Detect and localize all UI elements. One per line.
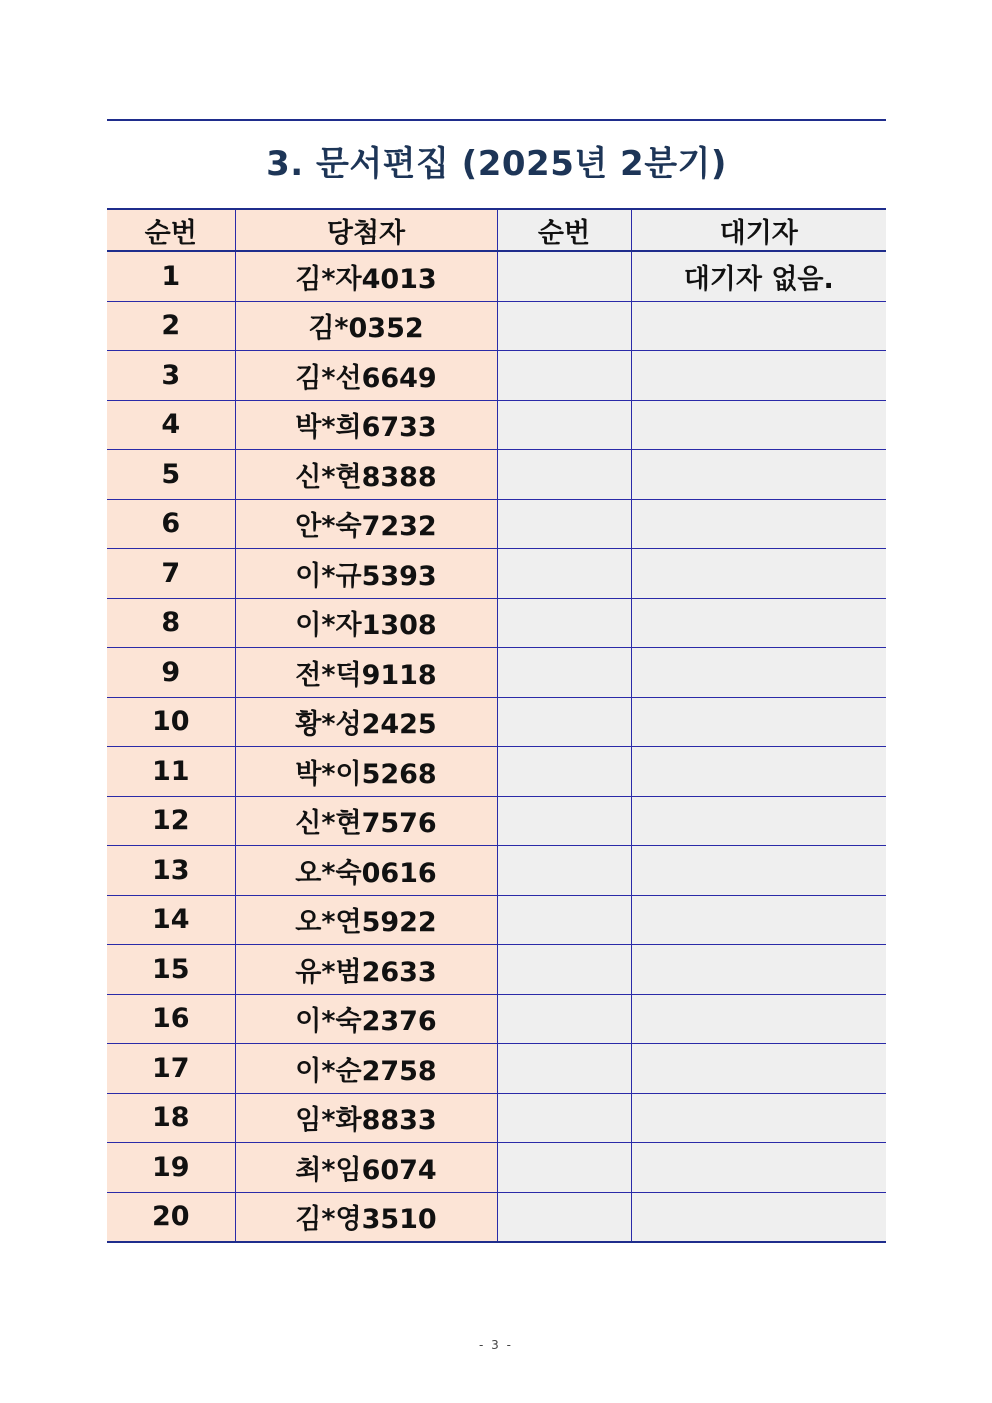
waitlist-no-cell: [497, 1044, 631, 1094]
table-row: [107, 301, 886, 351]
waitlist-no-cell: [497, 945, 631, 995]
winner-no-cell: 15: [107, 945, 235, 995]
header-waitlist-name: 대기자: [631, 209, 886, 251]
waitlist-no-cell: [497, 1143, 631, 1193]
winner-no-cell: 10: [107, 697, 235, 747]
winner-name-cell: 김*0352: [235, 301, 497, 351]
winners-table: [107, 208, 886, 1243]
winner-no-cell: 3: [107, 351, 235, 401]
winner-no-cell: 2: [107, 301, 235, 351]
winner-no-cell: 1: [107, 251, 235, 301]
winner-no-cell: 18: [107, 1093, 235, 1143]
waitlist-name-cell: [631, 549, 886, 599]
winner-no-cell: 17: [107, 1044, 235, 1094]
table-row: [107, 1093, 886, 1143]
waitlist-name-cell: 대기자 없음.: [631, 251, 886, 301]
waitlist-no-cell: [497, 747, 631, 797]
table-row: [107, 1044, 886, 1094]
top-rule: [107, 119, 886, 121]
waitlist-no-cell: [497, 846, 631, 896]
waitlist-name-cell: [631, 747, 886, 797]
header-winner-name: 당첨자: [235, 209, 497, 251]
waitlist-name-cell: [631, 1192, 886, 1242]
waitlist-no-cell: [497, 796, 631, 846]
table-row: [107, 450, 886, 500]
table-row: [107, 796, 886, 846]
waitlist-no-cell: [497, 351, 631, 401]
winner-name-cell: 이*자1308: [235, 598, 497, 648]
waitlist-no-cell: [497, 648, 631, 698]
winner-name-cell: 유*범2633: [235, 945, 497, 995]
table-row: [107, 846, 886, 896]
winner-name-cell: 박*이5268: [235, 747, 497, 797]
winner-no-cell: 7: [107, 549, 235, 599]
winner-name-cell: 황*성2425: [235, 697, 497, 747]
table-row: [107, 945, 886, 995]
waitlist-no-cell: [497, 499, 631, 549]
waitlist-name-cell: [631, 499, 886, 549]
table-row: [107, 648, 886, 698]
winner-name-cell: 김*선6649: [235, 351, 497, 401]
waitlist-name-cell: [631, 697, 886, 747]
winner-no-cell: 9: [107, 648, 235, 698]
waitlist-no-cell: [497, 251, 631, 301]
winner-name-cell: 전*덕9118: [235, 648, 497, 698]
table-row: [107, 747, 886, 797]
winner-no-cell: 16: [107, 994, 235, 1044]
waitlist-name-cell: [631, 450, 886, 500]
winner-name-cell: 박*희6733: [235, 400, 497, 450]
waitlist-name-cell: [631, 1143, 886, 1193]
winner-name-cell: 김*영3510: [235, 1192, 497, 1242]
table-row: [107, 994, 886, 1044]
waitlist-no-cell: [497, 549, 631, 599]
waitlist-name-cell: [631, 648, 886, 698]
winner-name-cell: 신*현7576: [235, 796, 497, 846]
winner-name-cell: 이*규5393: [235, 549, 497, 599]
waitlist-name-cell: [631, 301, 886, 351]
waitlist-no-cell: [497, 895, 631, 945]
winner-no-cell: 12: [107, 796, 235, 846]
table-row: [107, 251, 886, 301]
waitlist-name-cell: [631, 1093, 886, 1143]
winner-no-cell: 5: [107, 450, 235, 500]
table-row: [107, 1192, 886, 1242]
table-row: [107, 549, 886, 599]
winner-no-cell: 6: [107, 499, 235, 549]
waitlist-no-cell: [497, 598, 631, 648]
winner-no-cell: 13: [107, 846, 235, 896]
table-row: [107, 400, 886, 450]
waitlist-no-cell: [497, 697, 631, 747]
winner-name-cell: 임*화8833: [235, 1093, 497, 1143]
winner-name-cell: 김*자4013: [235, 251, 497, 301]
waitlist-name-cell: [631, 895, 886, 945]
table-row: [107, 598, 886, 648]
winner-no-cell: 14: [107, 895, 235, 945]
waitlist-no-cell: [497, 301, 631, 351]
page-number: - 3 -: [479, 1338, 513, 1352]
winner-name-cell: 안*숙7232: [235, 499, 497, 549]
table-header-row: [107, 209, 886, 251]
winner-name-cell: 오*연5922: [235, 895, 497, 945]
page-title: 3. 문서편집 (2025년 2분기): [266, 144, 727, 184]
table-row: [107, 697, 886, 747]
waitlist-name-cell: [631, 598, 886, 648]
winner-name-cell: 이*숙2376: [235, 994, 497, 1044]
waitlist-name-cell: [631, 796, 886, 846]
waitlist-name-cell: [631, 945, 886, 995]
winner-name-cell: 오*숙0616: [235, 846, 497, 896]
table-row: [107, 499, 886, 549]
waitlist-no-cell: [497, 400, 631, 450]
table-row: [107, 1143, 886, 1193]
waitlist-name-cell: [631, 846, 886, 896]
waitlist-no-cell: [497, 1093, 631, 1143]
winner-no-cell: 20: [107, 1192, 235, 1242]
waitlist-no-cell: [497, 450, 631, 500]
header-waitlist-no: 순번: [497, 209, 631, 251]
winner-name-cell: 최*임6074: [235, 1143, 497, 1193]
winner-name-cell: 이*순2758: [235, 1044, 497, 1094]
winner-name-cell: 신*현8388: [235, 450, 497, 500]
waitlist-name-cell: [631, 1044, 886, 1094]
waitlist-name-cell: [631, 400, 886, 450]
winner-no-cell: 8: [107, 598, 235, 648]
waitlist-name-cell: [631, 994, 886, 1044]
waitlist-no-cell: [497, 1192, 631, 1242]
winner-no-cell: 19: [107, 1143, 235, 1193]
table-row: [107, 351, 886, 401]
winner-no-cell: 4: [107, 400, 235, 450]
waitlist-name-cell: [631, 351, 886, 401]
table-row: [107, 895, 886, 945]
waitlist-no-cell: [497, 994, 631, 1044]
winner-no-cell: 11: [107, 747, 235, 797]
header-winner-no: 순번: [107, 209, 235, 251]
